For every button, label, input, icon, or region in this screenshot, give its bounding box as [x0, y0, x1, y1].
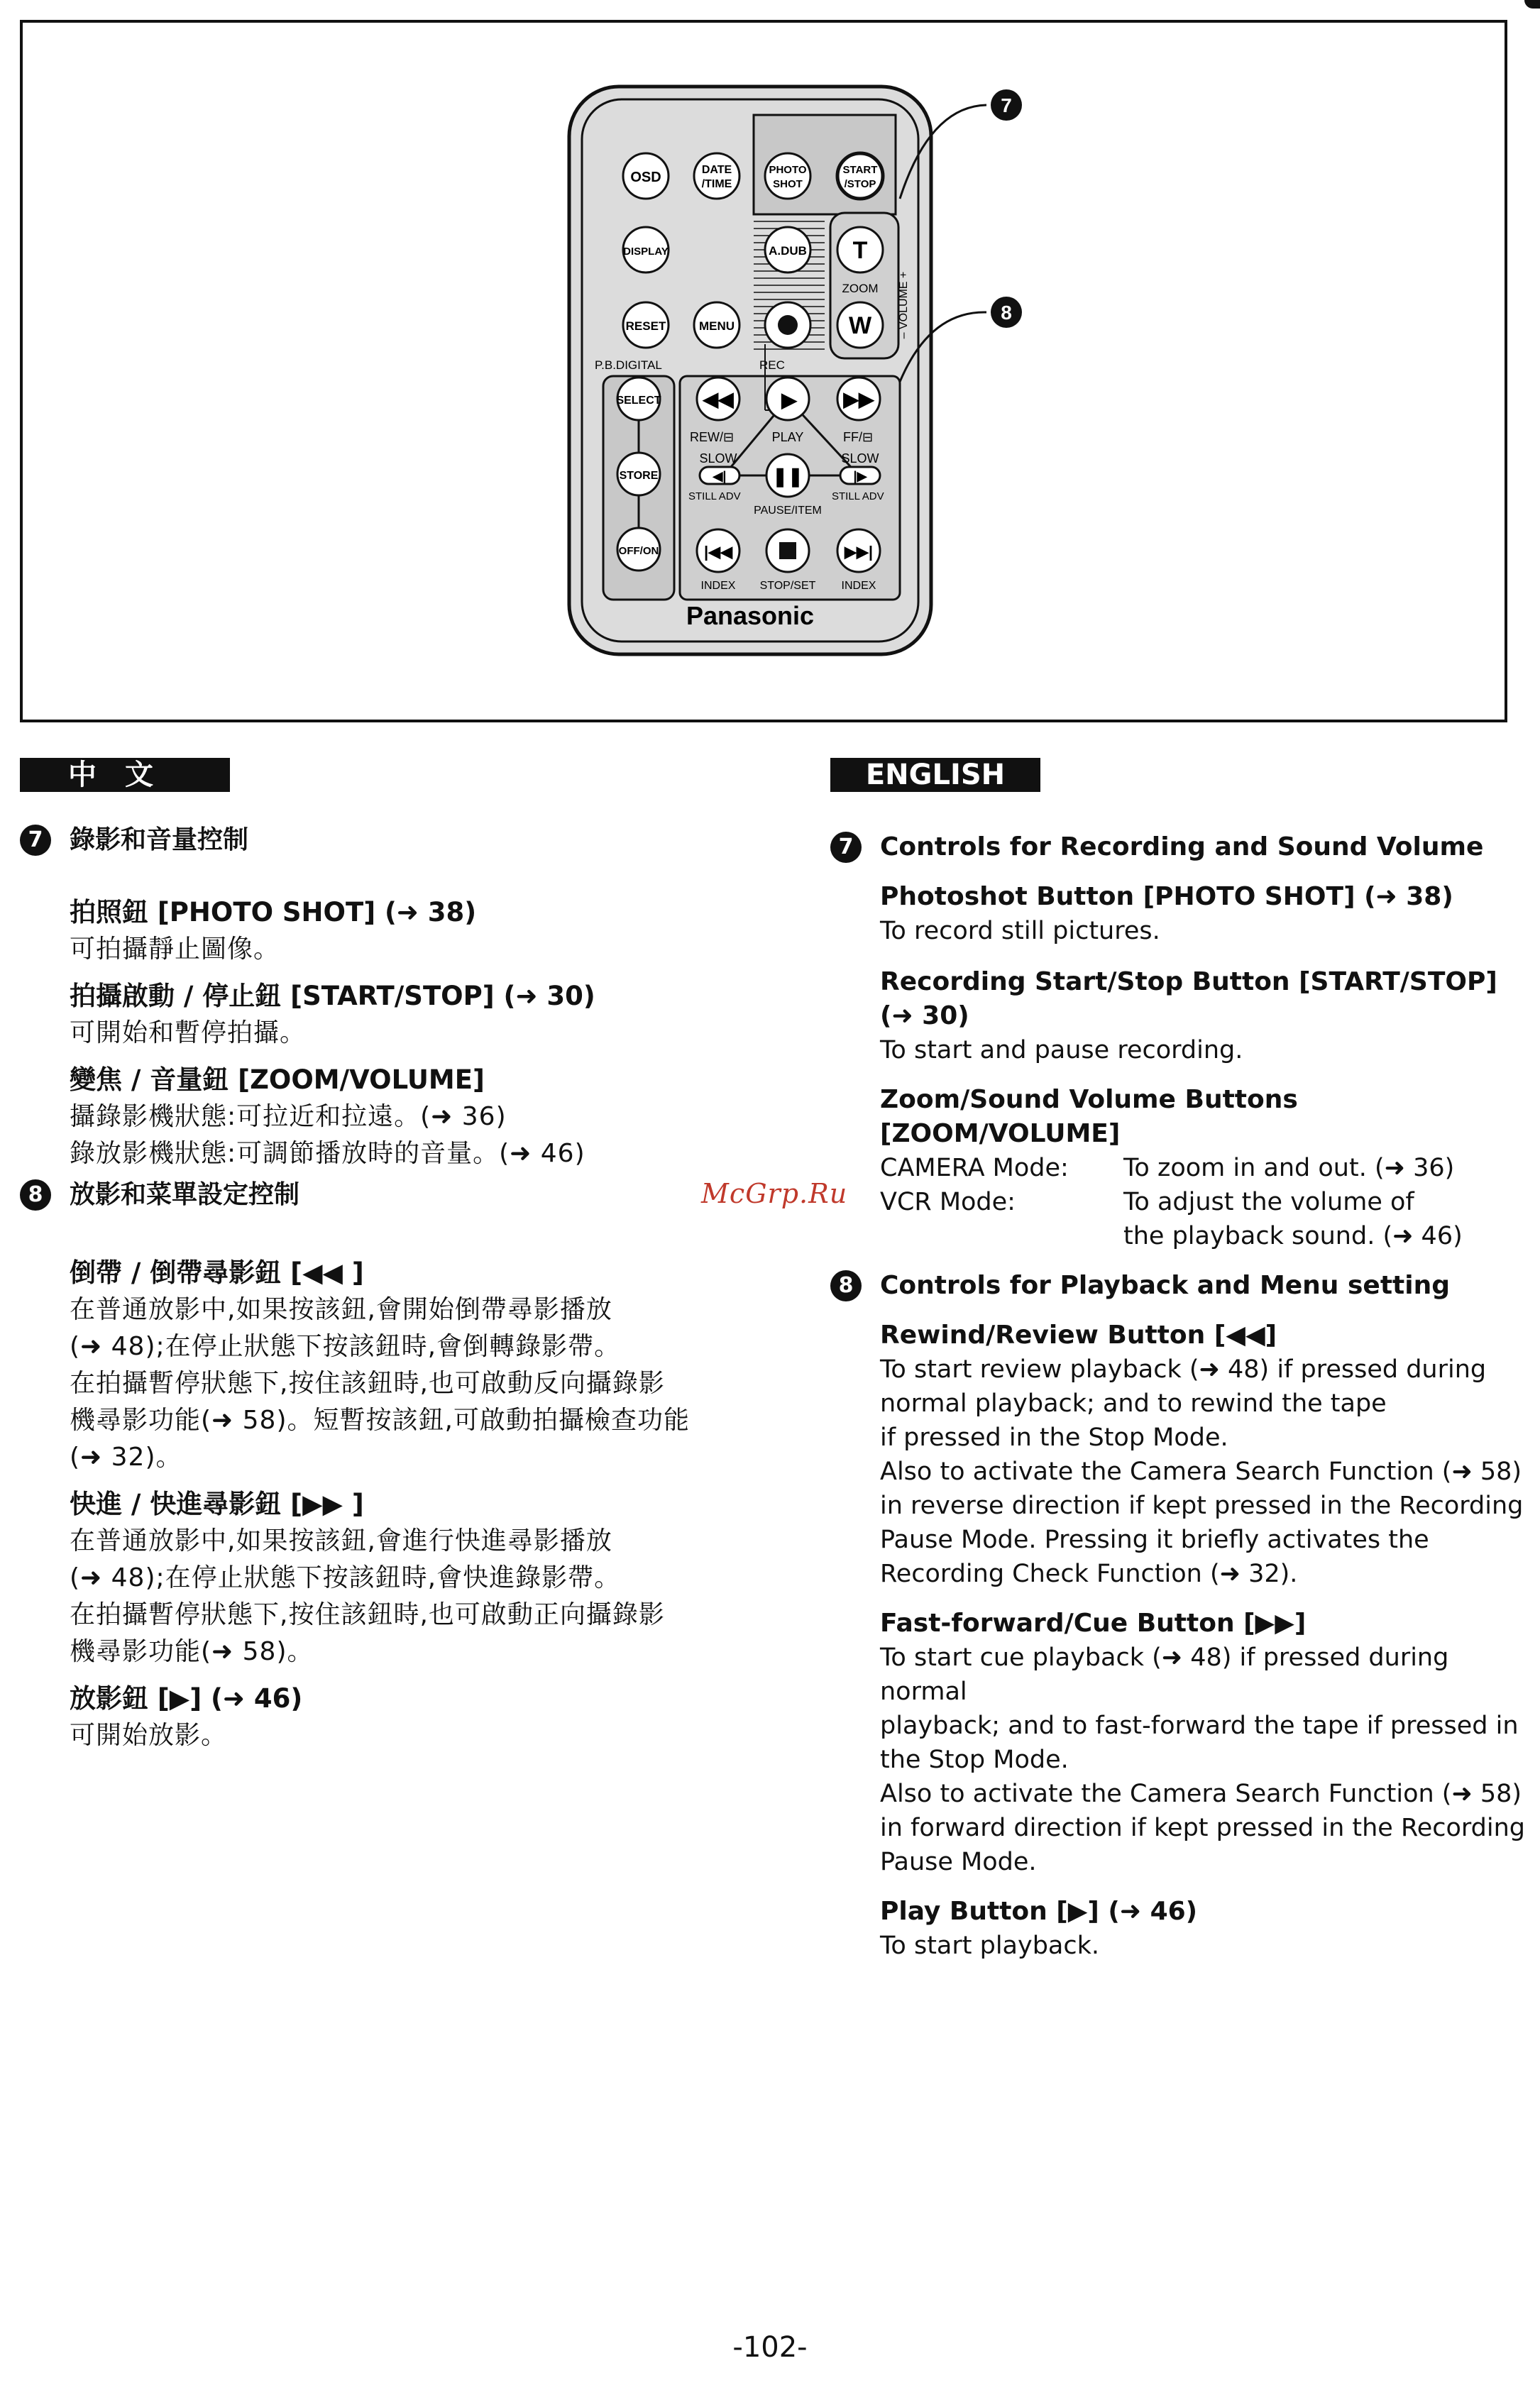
- en-play-desc: To start playback.: [880, 1932, 1100, 1960]
- volume-label: – VOLUME +: [898, 271, 910, 339]
- rec-label: REC: [759, 358, 785, 372]
- fast-forward-icon: ▶▶: [843, 388, 874, 410]
- english-section-banner: ENGLISH: [830, 758, 1040, 792]
- zh-rewind-desc-2: (➜ 48);在停止狀態下按該鈕時,會倒轉錄影帶。: [70, 1332, 621, 1361]
- en-rewind-item: [830, 1318, 1526, 1591]
- remote-control-illustration: [561, 71, 1043, 667]
- en-zoom-row-vcr-cont: [880, 1219, 1526, 1253]
- index-prev-icon: |◀◀: [704, 543, 732, 561]
- en-start-stop-item: [830, 965, 1526, 1067]
- menu-label: MENU: [698, 319, 735, 333]
- zh-section-8-badge: 8: [20, 1179, 51, 1211]
- zh-rewind-desc-1: 在普通放影中,如果按該鈕,會開始倒帶尋影播放: [70, 1295, 612, 1324]
- zh-fast-forward-desc-2: (➜ 48);在停止狀態下按該鈕時,會快進錄影帶。: [70, 1563, 621, 1592]
- en-rewind-desc-2: normal playback; and to rewind the tape: [880, 1389, 1387, 1418]
- en-section-8-badge: 8: [830, 1270, 862, 1301]
- en-rewind-desc-3: if pressed in the Stop Mode.: [880, 1423, 1228, 1452]
- zh-rewind-desc-5: (➜ 32)。: [70, 1443, 182, 1472]
- zh-start-stop-title: 拍攝啟動 / 停止鈕 [START/STOP] (➜ 30): [70, 981, 595, 1011]
- ff-label: FF/⊟: [843, 430, 874, 444]
- rec-dot-icon: [778, 315, 798, 335]
- en-rewind-desc-5: in reverse direction if kept pressed in the Recording: [880, 1492, 1524, 1520]
- en-camera-mode-value: To zoom in and out. (➜ 36): [1123, 1154, 1455, 1182]
- zh-photo-shot-item: [20, 894, 730, 968]
- play-icon: ▶: [781, 389, 797, 411]
- en-vcr-mode-value-cont: the playback sound. (➜ 46): [1123, 1222, 1463, 1250]
- zh-zoom-volume-desc-1: 攝錄影機狀態:可拉近和拉遠。(➜ 36): [70, 1102, 507, 1131]
- date-time-label-2: /TIME: [701, 178, 732, 190]
- still-adv-right-label: STILL ADV: [832, 490, 884, 502]
- select-label: SELECT: [616, 395, 661, 407]
- en-zoom-volume-item: [830, 1083, 1526, 1253]
- en-rewind-desc-6: Pause Mode. Pressing it briefly activates the: [880, 1526, 1429, 1554]
- en-section-7-title: [830, 830, 1526, 864]
- zh-section-8-title-text: 放影和菜單設定控制: [70, 1180, 300, 1209]
- en-section-8-title-text: Controls for Playback and Menu setting: [880, 1271, 1450, 1300]
- en-zoom-volume-title: Zoom/Sound Volume Buttons [ZOOM/VOLUME]: [880, 1085, 1298, 1148]
- zh-fast-forward-desc-1: 在普通放影中,如果按該鈕,會進行快進尋影播放: [70, 1526, 612, 1555]
- zh-play-desc: 可開始放影。: [70, 1721, 228, 1750]
- zh-fast-forward-desc-3: 在拍攝暫停狀態下,按住該鈕時,也可啟動正向攝錄影: [70, 1600, 665, 1629]
- en-play-title: Play Button [▶] (➜ 46): [880, 1897, 1198, 1926]
- en-section-7-title-text: Controls for Recording and Sound Volume: [880, 832, 1484, 861]
- en-rewind-desc-4: Also to activate the Camera Search Function (➜ 58): [880, 1458, 1522, 1486]
- zh-rewind-desc-3: 在拍攝暫停狀態下,按住該鈕時,也可啟動反向攝錄影: [70, 1369, 665, 1398]
- zh-fast-forward-item: [20, 1486, 730, 1670]
- en-rewind-desc-1: To start review playback (➜ 48) if pressed during: [880, 1355, 1487, 1384]
- pb-digital-label: P.B.DIGITAL: [595, 358, 662, 372]
- english-column: [830, 830, 1526, 1963]
- en-fast-forward-desc-5: in forward direction if kept pressed in the Recording: [880, 1814, 1526, 1842]
- en-start-stop-desc: To start and pause recording.: [880, 1036, 1243, 1064]
- zh-start-stop-desc: 可開始和暫停拍攝。: [70, 1018, 307, 1047]
- en-zoom-row-camera: [880, 1151, 1526, 1185]
- en-vcr-mode-key-empty: [880, 1219, 1123, 1253]
- index-next-icon: ▶▶|: [845, 543, 873, 561]
- en-vcr-mode-key: VCR Mode:: [880, 1188, 1016, 1216]
- en-section-8-title: [830, 1269, 1526, 1303]
- en-fast-forward-desc-4: Also to activate the Camera Search Function (➜ 58): [880, 1780, 1522, 1808]
- zh-rewind-desc-4: 機尋影功能(➜ 58)。短暫按該鈕,可啟動拍攝檢查功能: [70, 1406, 690, 1435]
- corner-mark: [1524, 0, 1540, 9]
- still-adv-right-icon: |▶: [853, 469, 867, 483]
- zh-section-7-title: [20, 823, 730, 857]
- en-vcr-mode-value: To adjust the volume of: [1123, 1188, 1414, 1216]
- still-adv-left-icon: ◀|: [713, 469, 727, 483]
- en-fast-forward-item: [830, 1607, 1526, 1879]
- a-dub-label: A.DUB: [769, 244, 807, 258]
- zh-zoom-volume-desc-2: 錄放影機狀態:可調節播放時的音量。(➜ 46): [70, 1139, 585, 1168]
- zoom-label: ZOOM: [842, 282, 879, 295]
- reset-label: RESET: [625, 319, 666, 333]
- en-photo-shot-desc: To record still pictures.: [880, 917, 1160, 945]
- en-fast-forward-desc-6: Pause Mode.: [880, 1848, 1037, 1876]
- watermark: McGrp.Ru: [701, 1178, 848, 1209]
- pause-icon: ❚❚: [772, 466, 803, 487]
- en-section-7-badge: 7: [830, 832, 862, 863]
- en-camera-mode-key: CAMERA Mode:: [880, 1154, 1069, 1182]
- photo-shot-button[interactable]: [765, 153, 810, 199]
- stop-set-label: STOP/SET: [759, 580, 816, 592]
- still-adv-left-label: STILL ADV: [688, 490, 741, 502]
- en-photo-shot-item: [830, 880, 1526, 948]
- chinese-column: [20, 823, 730, 1754]
- start-stop-label-1: START: [842, 164, 878, 176]
- en-rewind-desc-7: Recording Check Function (➜ 32).: [880, 1560, 1298, 1588]
- zoom-w-label: W: [848, 312, 872, 339]
- callout-8-number: 8: [1001, 302, 1012, 324]
- en-fast-forward-desc-1: To start cue playback (➜ 48) if pressed during normal: [880, 1643, 1449, 1706]
- stop-icon: [779, 542, 796, 559]
- chinese-section-banner: 中文: [20, 758, 230, 792]
- zoom-t-label: T: [852, 237, 868, 264]
- date-time-button[interactable]: [694, 153, 739, 199]
- start-stop-label-2: /STOP: [844, 178, 876, 190]
- index-left-label: INDEX: [700, 580, 736, 592]
- zh-photo-shot-title: 拍照鈕 [PHOTO SHOT] (➜ 38): [70, 897, 477, 927]
- slow-left-label: SLOW: [699, 451, 737, 466]
- panasonic-logo: Panasonic: [686, 601, 815, 630]
- zh-rewind-title: 倒帶 / 倒帶尋影鈕 [◀◀ ]: [70, 1257, 364, 1288]
- zh-section-7-title-text: 錄影和音量控制: [70, 825, 249, 854]
- play-label: PLAY: [771, 430, 804, 444]
- zh-start-stop-item: [20, 978, 730, 1052]
- zh-rewind-item: [20, 1255, 730, 1476]
- en-zoom-row-vcr: [880, 1185, 1526, 1219]
- page-number: -102-: [732, 2331, 808, 2364]
- zh-play-title: 放影鈕 [▶] (➜ 46): [70, 1683, 303, 1714]
- slow-right-label: SLOW: [841, 451, 879, 466]
- en-start-stop-title-ref: (➜ 30): [880, 1001, 969, 1030]
- off-on-label: OFF/ON: [618, 545, 659, 557]
- zh-fast-forward-desc-4: 機尋影功能(➜ 58)。: [70, 1637, 314, 1666]
- en-fast-forward-desc-3: the Stop Mode.: [880, 1746, 1069, 1774]
- en-fast-forward-title: Fast-forward/Cue Button [▶▶]: [880, 1609, 1307, 1638]
- photo-shot-label-2: SHOT: [773, 178, 803, 190]
- zh-fast-forward-title: 快進 / 快進尋影鈕 [▶▶ ]: [70, 1489, 364, 1519]
- en-start-stop-title: Recording Start/Stop Button [START/STOP]: [880, 967, 1497, 996]
- zh-zoom-volume-item: [20, 1062, 730, 1172]
- photo-shot-label-1: PHOTO: [769, 164, 807, 176]
- start-stop-button[interactable]: [837, 153, 883, 199]
- date-time-label-1: DATE: [701, 164, 732, 176]
- display-label: DISPLAY: [623, 246, 669, 258]
- zh-play-item: [20, 1680, 730, 1754]
- en-play-item: [830, 1895, 1526, 1963]
- rew-label: REW/⊟: [690, 430, 735, 444]
- zh-photo-shot-desc: 可拍攝靜止圖像。: [70, 935, 280, 964]
- osd-label: OSD: [630, 170, 661, 185]
- store-label: STORE: [619, 470, 659, 482]
- en-fast-forward-desc-2: playback; and to fast-forward the tape if pressed in: [880, 1712, 1519, 1740]
- pause-item-label: PAUSE/ITEM: [754, 505, 822, 517]
- zh-section-8-title: [20, 1178, 730, 1212]
- en-rewind-title: Rewind/Review Button [◀◀]: [880, 1321, 1277, 1350]
- zh-zoom-volume-title: 變焦 / 音量鈕 [ZOOM/VOLUME]: [70, 1064, 485, 1095]
- en-photo-shot-title: Photoshot Button [PHOTO SHOT] (➜ 38): [880, 882, 1453, 911]
- callout-7-number: 7: [1001, 94, 1012, 116]
- index-right-label: INDEX: [841, 580, 876, 592]
- rewind-icon: ◀◀: [703, 388, 734, 410]
- zh-section-7-badge: 7: [20, 825, 51, 856]
